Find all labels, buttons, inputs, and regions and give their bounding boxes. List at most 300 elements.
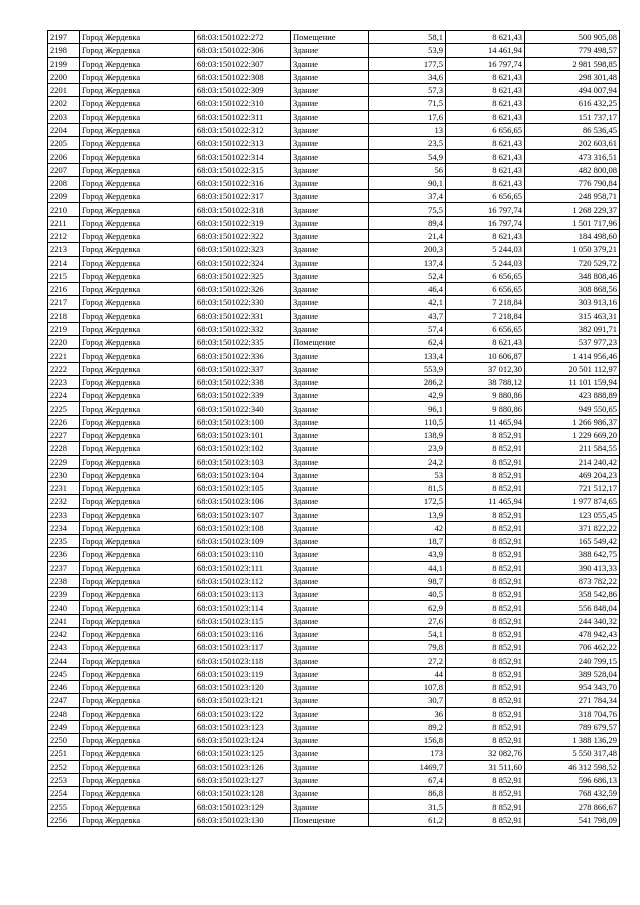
object-type-cell: Здание: [291, 150, 369, 163]
table-row: [48, 667, 620, 680]
object-type-cell: Здание: [291, 641, 369, 654]
settlement-cell: Город Жердевка: [80, 190, 195, 203]
object-type-cell: Здание: [291, 70, 369, 83]
area-cell: 200,3: [369, 243, 446, 256]
row-number-cell: 2235: [48, 535, 80, 548]
settlement-cell: Город Жердевка: [80, 84, 195, 97]
area-cell: 23,9: [369, 442, 446, 455]
row-number-cell: 2208: [48, 176, 80, 189]
object-type-cell: Здание: [291, 283, 369, 296]
settlement-cell: Город Жердевка: [80, 760, 195, 773]
settlement-cell: Город Жердевка: [80, 614, 195, 627]
table-row: [48, 813, 620, 826]
cadastral-number-cell: 68:03:1501022:340: [195, 402, 291, 415]
settlement-cell: Город Жердевка: [80, 269, 195, 282]
row-number-cell: 2226: [48, 415, 80, 428]
settlement-cell: Город Жердевка: [80, 455, 195, 468]
specific-value-cell: 9 880,86: [446, 402, 525, 415]
table-row: [48, 190, 620, 203]
object-type-cell: Здание: [291, 720, 369, 733]
settlement-cell: Город Жердевка: [80, 309, 195, 322]
cadastral-number-cell: 68:03:1501022:307: [195, 57, 291, 70]
object-type-cell: Здание: [291, 57, 369, 70]
specific-value-cell: 8 621,43: [446, 31, 525, 44]
specific-value-cell: 8 621,43: [446, 229, 525, 242]
area-cell: 21,4: [369, 229, 446, 242]
object-type-cell: Помещение: [291, 813, 369, 826]
row-number-cell: 2243: [48, 641, 80, 654]
area-cell: 173: [369, 747, 446, 760]
area-cell: 177,5: [369, 57, 446, 70]
row-number-cell: 2241: [48, 614, 80, 627]
cadastral-value-cell: 779 498,57: [525, 44, 620, 57]
table-row: [48, 283, 620, 296]
table-row: [48, 760, 620, 773]
object-type-cell: Здание: [291, 243, 369, 256]
cadastral-value-cell: 244 340,32: [525, 614, 620, 627]
cadastral-value-cell: 789 679,57: [525, 720, 620, 733]
cadastral-number-cell: 68:03:1501023:115: [195, 614, 291, 627]
table-row: [48, 70, 620, 83]
settlement-cell: Город Жердевка: [80, 813, 195, 826]
settlement-cell: Город Жердевка: [80, 123, 195, 136]
specific-value-cell: 6 656,65: [446, 269, 525, 282]
row-number-cell: 2237: [48, 561, 80, 574]
specific-value-cell: 8 852,91: [446, 787, 525, 800]
cadastral-value-cell: 1 501 717,96: [525, 216, 620, 229]
table-row: [48, 495, 620, 508]
cadastral-number-cell: 68:03:1501022:332: [195, 322, 291, 335]
cadastral-number-cell: 68:03:1501023:123: [195, 720, 291, 733]
cadastral-number-cell: 68:03:1501023:106: [195, 495, 291, 508]
object-type-cell: Здание: [291, 734, 369, 747]
row-number-cell: 2198: [48, 44, 80, 57]
table-row: [48, 800, 620, 813]
settlement-cell: Город Жердевка: [80, 548, 195, 561]
row-number-cell: 2250: [48, 734, 80, 747]
table-row: [48, 137, 620, 150]
table-row: [48, 150, 620, 163]
row-number-cell: 2239: [48, 588, 80, 601]
table-row: [48, 57, 620, 70]
area-cell: 56: [369, 163, 446, 176]
row-number-cell: 2199: [48, 57, 80, 70]
cadastral-value-cell: 873 782,22: [525, 574, 620, 587]
specific-value-cell: 8 852,91: [446, 734, 525, 747]
table-row: [48, 415, 620, 428]
settlement-cell: Город Жердевка: [80, 720, 195, 733]
table-row: [48, 521, 620, 534]
specific-value-cell: 6 656,65: [446, 322, 525, 335]
row-number-cell: 2231: [48, 482, 80, 495]
row-number-cell: 2249: [48, 720, 80, 733]
cadastral-number-cell: 68:03:1501022:313: [195, 137, 291, 150]
specific-value-cell: 10 606,87: [446, 349, 525, 362]
cadastral-number-cell: 68:03:1501022:331: [195, 309, 291, 322]
row-number-cell: 2234: [48, 521, 80, 534]
cadastral-value-cell: 271 784,34: [525, 694, 620, 707]
specific-value-cell: 8 852,91: [446, 574, 525, 587]
area-cell: 43,7: [369, 309, 446, 322]
area-cell: 98,7: [369, 574, 446, 587]
row-number-cell: 2248: [48, 707, 80, 720]
specific-value-cell: 8 852,91: [446, 720, 525, 733]
settlement-cell: Город Жердевка: [80, 150, 195, 163]
settlement-cell: Город Жердевка: [80, 654, 195, 667]
settlement-cell: Город Жердевка: [80, 57, 195, 70]
cadastral-value-cell: 371 822,22: [525, 521, 620, 534]
object-type-cell: Здание: [291, 495, 369, 508]
specific-value-cell: 8 621,43: [446, 70, 525, 83]
settlement-cell: Город Жердевка: [80, 110, 195, 123]
row-number-cell: 2244: [48, 654, 80, 667]
specific-value-cell: 8 852,91: [446, 442, 525, 455]
row-number-cell: 2245: [48, 667, 80, 680]
area-cell: 57,3: [369, 84, 446, 97]
specific-value-cell: 38 788,12: [446, 375, 525, 388]
cadastral-number-cell: 68:03:1501022:272: [195, 31, 291, 44]
table-row: [48, 508, 620, 521]
cadastral-number-cell: 68:03:1501023:103: [195, 455, 291, 468]
table-row: [48, 229, 620, 242]
cadastral-number-cell: 68:03:1501022:324: [195, 256, 291, 269]
settlement-cell: Город Жердевка: [80, 44, 195, 57]
object-type-cell: Здание: [291, 389, 369, 402]
area-cell: 40,5: [369, 588, 446, 601]
object-type-cell: Здание: [291, 535, 369, 548]
object-type-cell: Здание: [291, 216, 369, 229]
object-type-cell: Здание: [291, 588, 369, 601]
object-type-cell: Здание: [291, 402, 369, 415]
object-type-cell: Здание: [291, 362, 369, 375]
row-number-cell: 2218: [48, 309, 80, 322]
settlement-cell: Город Жердевка: [80, 336, 195, 349]
cadastral-number-cell: 68:03:1501022:310: [195, 97, 291, 110]
settlement-cell: Город Жердевка: [80, 296, 195, 309]
object-type-cell: Здание: [291, 747, 369, 760]
object-type-cell: Здание: [291, 97, 369, 110]
table-row: [48, 362, 620, 375]
cadastral-number-cell: 68:03:1501022:314: [195, 150, 291, 163]
cadastral-value-cell: 303 913,16: [525, 296, 620, 309]
cadastral-value-cell: 537 977,23: [525, 336, 620, 349]
area-cell: 42,1: [369, 296, 446, 309]
settlement-cell: Город Жердевка: [80, 176, 195, 189]
table-row: [48, 601, 620, 614]
cadastral-value-cell: 202 603,61: [525, 137, 620, 150]
object-type-cell: Здание: [291, 482, 369, 495]
row-number-cell: 2240: [48, 601, 80, 614]
row-number-cell: 2204: [48, 123, 80, 136]
row-number-cell: 2216: [48, 283, 80, 296]
area-cell: 36: [369, 707, 446, 720]
row-number-cell: 2212: [48, 229, 80, 242]
specific-value-cell: 31 511,60: [446, 760, 525, 773]
cadastral-number-cell: 68:03:1501023:118: [195, 654, 291, 667]
cadastral-value-cell: 616 432,25: [525, 97, 620, 110]
cadastral-number-cell: 68:03:1501022:337: [195, 362, 291, 375]
object-type-cell: Здание: [291, 694, 369, 707]
object-type-cell: Здание: [291, 800, 369, 813]
object-type-cell: Здание: [291, 707, 369, 720]
cadastral-number-cell: 68:03:1501022:316: [195, 176, 291, 189]
cadastral-value-cell: 423 888,89: [525, 389, 620, 402]
specific-value-cell: 8 621,43: [446, 336, 525, 349]
table-row: [48, 97, 620, 110]
row-number-cell: 2252: [48, 760, 80, 773]
settlement-cell: Город Жердевка: [80, 31, 195, 44]
specific-value-cell: 8 852,91: [446, 455, 525, 468]
object-type-cell: Здание: [291, 627, 369, 640]
settlement-cell: Город Жердевка: [80, 535, 195, 548]
area-cell: 62,4: [369, 336, 446, 349]
cadastral-value-cell: 151 737,17: [525, 110, 620, 123]
table-row: [48, 707, 620, 720]
specific-value-cell: 8 621,43: [446, 163, 525, 176]
cadastral-number-cell: 68:03:1501022:306: [195, 44, 291, 57]
object-type-cell: Здание: [291, 190, 369, 203]
settlement-cell: Город Жердевка: [80, 800, 195, 813]
area-cell: 71,5: [369, 97, 446, 110]
table-row: [48, 627, 620, 640]
cadastral-value-cell: 5 550 317,48: [525, 747, 620, 760]
object-type-cell: Здание: [291, 521, 369, 534]
table-row: [48, 309, 620, 322]
area-cell: 156,8: [369, 734, 446, 747]
object-type-cell: Здание: [291, 137, 369, 150]
table-row: [48, 243, 620, 256]
specific-value-cell: 37 012,30: [446, 362, 525, 375]
cadastral-value-cell: 706 462,22: [525, 641, 620, 654]
area-cell: 133,4: [369, 349, 446, 362]
object-type-cell: Здание: [291, 455, 369, 468]
table-row: [48, 654, 620, 667]
settlement-cell: Город Жердевка: [80, 508, 195, 521]
cadastral-number-cell: 68:03:1501023:111: [195, 561, 291, 574]
settlement-cell: Город Жердевка: [80, 389, 195, 402]
settlement-cell: Город Жердевка: [80, 601, 195, 614]
cadastral-value-cell: 954 343,70: [525, 681, 620, 694]
cadastral-number-cell: 68:03:1501022:308: [195, 70, 291, 83]
cadastral-value-cell: 473 316,51: [525, 150, 620, 163]
settlement-cell: Город Жердевка: [80, 773, 195, 786]
cadastral-number-cell: 68:03:1501023:104: [195, 468, 291, 481]
specific-value-cell: 8 852,91: [446, 641, 525, 654]
settlement-cell: Город Жердевка: [80, 163, 195, 176]
area-cell: 13: [369, 123, 446, 136]
cadastral-value-cell: 46 312 598,52: [525, 760, 620, 773]
settlement-cell: Город Жердевка: [80, 415, 195, 428]
area-cell: 89,4: [369, 216, 446, 229]
cadastral-value-cell: 1 266 986,37: [525, 415, 620, 428]
specific-value-cell: 8 852,91: [446, 694, 525, 707]
settlement-cell: Город Жердевка: [80, 574, 195, 587]
object-type-cell: Здание: [291, 256, 369, 269]
row-number-cell: 2225: [48, 402, 80, 415]
area-cell: 81,5: [369, 482, 446, 495]
cadastral-value-cell: 11 101 159,94: [525, 375, 620, 388]
object-type-cell: Здание: [291, 163, 369, 176]
area-cell: 42,9: [369, 389, 446, 402]
cadastral-number-cell: 68:03:1501022:335: [195, 336, 291, 349]
area-cell: 34,6: [369, 70, 446, 83]
settlement-cell: Город Жердевка: [80, 641, 195, 654]
cadastral-number-cell: 68:03:1501023:100: [195, 415, 291, 428]
table-row: [48, 216, 620, 229]
specific-value-cell: 8 852,91: [446, 521, 525, 534]
cadastral-value-cell: 278 866,67: [525, 800, 620, 813]
row-number-cell: 2215: [48, 269, 80, 282]
cadastral-value-cell: 240 799,15: [525, 654, 620, 667]
cadastral-value-cell: 308 868,56: [525, 283, 620, 296]
cadastral-number-cell: 68:03:1501022:339: [195, 389, 291, 402]
row-number-cell: 2211: [48, 216, 80, 229]
area-cell: 75,5: [369, 203, 446, 216]
specific-value-cell: 8 852,91: [446, 627, 525, 640]
row-number-cell: 2236: [48, 548, 80, 561]
table-row: [48, 44, 620, 57]
object-type-cell: Здание: [291, 269, 369, 282]
area-cell: 137,4: [369, 256, 446, 269]
cadastral-number-cell: 68:03:1501023:125: [195, 747, 291, 760]
settlement-cell: Город Жердевка: [80, 256, 195, 269]
cadastral-number-cell: 68:03:1501023:126: [195, 760, 291, 773]
settlement-cell: Город Жердевка: [80, 495, 195, 508]
row-number-cell: 2203: [48, 110, 80, 123]
cadastral-number-cell: 68:03:1501022:315: [195, 163, 291, 176]
cadastral-value-cell: 596 686,13: [525, 773, 620, 786]
area-cell: 54,1: [369, 627, 446, 640]
cadastral-number-cell: 68:03:1501023:107: [195, 508, 291, 521]
specific-value-cell: 8 852,91: [446, 707, 525, 720]
table-row: [48, 641, 620, 654]
table-row: [48, 389, 620, 402]
specific-value-cell: 5 244,03: [446, 256, 525, 269]
area-cell: 18,7: [369, 535, 446, 548]
area-cell: 172,5: [369, 495, 446, 508]
cadastral-value-cell: 478 942,43: [525, 627, 620, 640]
cadastral-value-cell: 720 529,72: [525, 256, 620, 269]
area-cell: 31,5: [369, 800, 446, 813]
specific-value-cell: 8 852,91: [446, 548, 525, 561]
area-cell: 90,1: [369, 176, 446, 189]
table-row: [48, 402, 620, 415]
specific-value-cell: 8 852,91: [446, 667, 525, 680]
specific-value-cell: 8 852,91: [446, 614, 525, 627]
cadastral-number-cell: 68:03:1501023:116: [195, 627, 291, 640]
table-row: [48, 482, 620, 495]
specific-value-cell: 8 852,91: [446, 482, 525, 495]
settlement-cell: Город Жердевка: [80, 137, 195, 150]
cadastral-value-cell: 482 800,08: [525, 163, 620, 176]
row-number-cell: 2219: [48, 322, 80, 335]
table-row: [48, 574, 620, 587]
cadastral-value-cell: 390 413,33: [525, 561, 620, 574]
settlement-cell: Город Жердевка: [80, 482, 195, 495]
row-number-cell: 2230: [48, 468, 80, 481]
area-cell: 553,9: [369, 362, 446, 375]
cadastral-value-cell: 20 501 112,97: [525, 362, 620, 375]
row-number-cell: 2220: [48, 336, 80, 349]
area-cell: 54,9: [369, 150, 446, 163]
cadastral-value-cell: 165 549,42: [525, 535, 620, 548]
cadastral-number-cell: 68:03:1501022:317: [195, 190, 291, 203]
settlement-cell: Город Жердевка: [80, 787, 195, 800]
specific-value-cell: 7 218,84: [446, 309, 525, 322]
row-number-cell: 2210: [48, 203, 80, 216]
object-type-cell: Здание: [291, 44, 369, 57]
cadastral-value-cell: 1 050 379,21: [525, 243, 620, 256]
cadastral-value-cell: 768 432,59: [525, 787, 620, 800]
specific-value-cell: 8 621,43: [446, 84, 525, 97]
settlement-cell: Город Жердевка: [80, 70, 195, 83]
specific-value-cell: 16 797,74: [446, 57, 525, 70]
object-type-cell: Здание: [291, 123, 369, 136]
cadastral-value-cell: 184 498,60: [525, 229, 620, 242]
settlement-cell: Город Жердевка: [80, 561, 195, 574]
area-cell: 107,8: [369, 681, 446, 694]
cadastral-value-cell: 776 790,84: [525, 176, 620, 189]
specific-value-cell: 6 656,65: [446, 190, 525, 203]
settlement-cell: Город Жердевка: [80, 627, 195, 640]
cadastral-number-cell: 68:03:1501023:109: [195, 535, 291, 548]
specific-value-cell: 8 852,91: [446, 681, 525, 694]
area-cell: 62,9: [369, 601, 446, 614]
specific-value-cell: 32 082,76: [446, 747, 525, 760]
row-number-cell: 2229: [48, 455, 80, 468]
object-type-cell: Здание: [291, 428, 369, 441]
object-type-cell: Здание: [291, 110, 369, 123]
object-type-cell: Здание: [291, 574, 369, 587]
cadastral-value-cell: 541 798,09: [525, 813, 620, 826]
area-cell: 43,9: [369, 548, 446, 561]
area-cell: 27,6: [369, 614, 446, 627]
object-type-cell: Здание: [291, 681, 369, 694]
cadastral-value-cell: 2 981 598,85: [525, 57, 620, 70]
row-number-cell: 2247: [48, 694, 80, 707]
settlement-cell: Город Жердевка: [80, 588, 195, 601]
row-number-cell: 2201: [48, 84, 80, 97]
row-number-cell: 2209: [48, 190, 80, 203]
settlement-cell: Город Жердевка: [80, 428, 195, 441]
area-cell: 57,4: [369, 322, 446, 335]
area-cell: 13,9: [369, 508, 446, 521]
specific-value-cell: 16 797,74: [446, 216, 525, 229]
area-cell: 23,5: [369, 137, 446, 150]
cadastral-value-cell: 123 055,45: [525, 508, 620, 521]
table-row: [48, 31, 620, 44]
object-type-cell: Здание: [291, 296, 369, 309]
object-type-cell: Помещение: [291, 31, 369, 44]
cadastral-number-cell: 68:03:1501022:336: [195, 349, 291, 362]
settlement-cell: Город Жердевка: [80, 243, 195, 256]
cadastral-value-cell: 211 584,55: [525, 442, 620, 455]
object-type-cell: Помещение: [291, 336, 369, 349]
area-cell: 138,9: [369, 428, 446, 441]
area-cell: 58,1: [369, 31, 446, 44]
area-cell: 27,2: [369, 654, 446, 667]
cadastral-number-cell: 68:03:1501023:113: [195, 588, 291, 601]
cadastral-value-cell: 248 958,71: [525, 190, 620, 203]
specific-value-cell: 5 244,03: [446, 243, 525, 256]
table-row: [48, 84, 620, 97]
table-row: [48, 455, 620, 468]
settlement-cell: Город Жердевка: [80, 442, 195, 455]
cadastral-number-cell: 68:03:1501022:319: [195, 216, 291, 229]
specific-value-cell: 9 880,86: [446, 389, 525, 402]
cadastral-number-cell: 68:03:1501022:325: [195, 269, 291, 282]
specific-value-cell: 8 852,91: [446, 588, 525, 601]
